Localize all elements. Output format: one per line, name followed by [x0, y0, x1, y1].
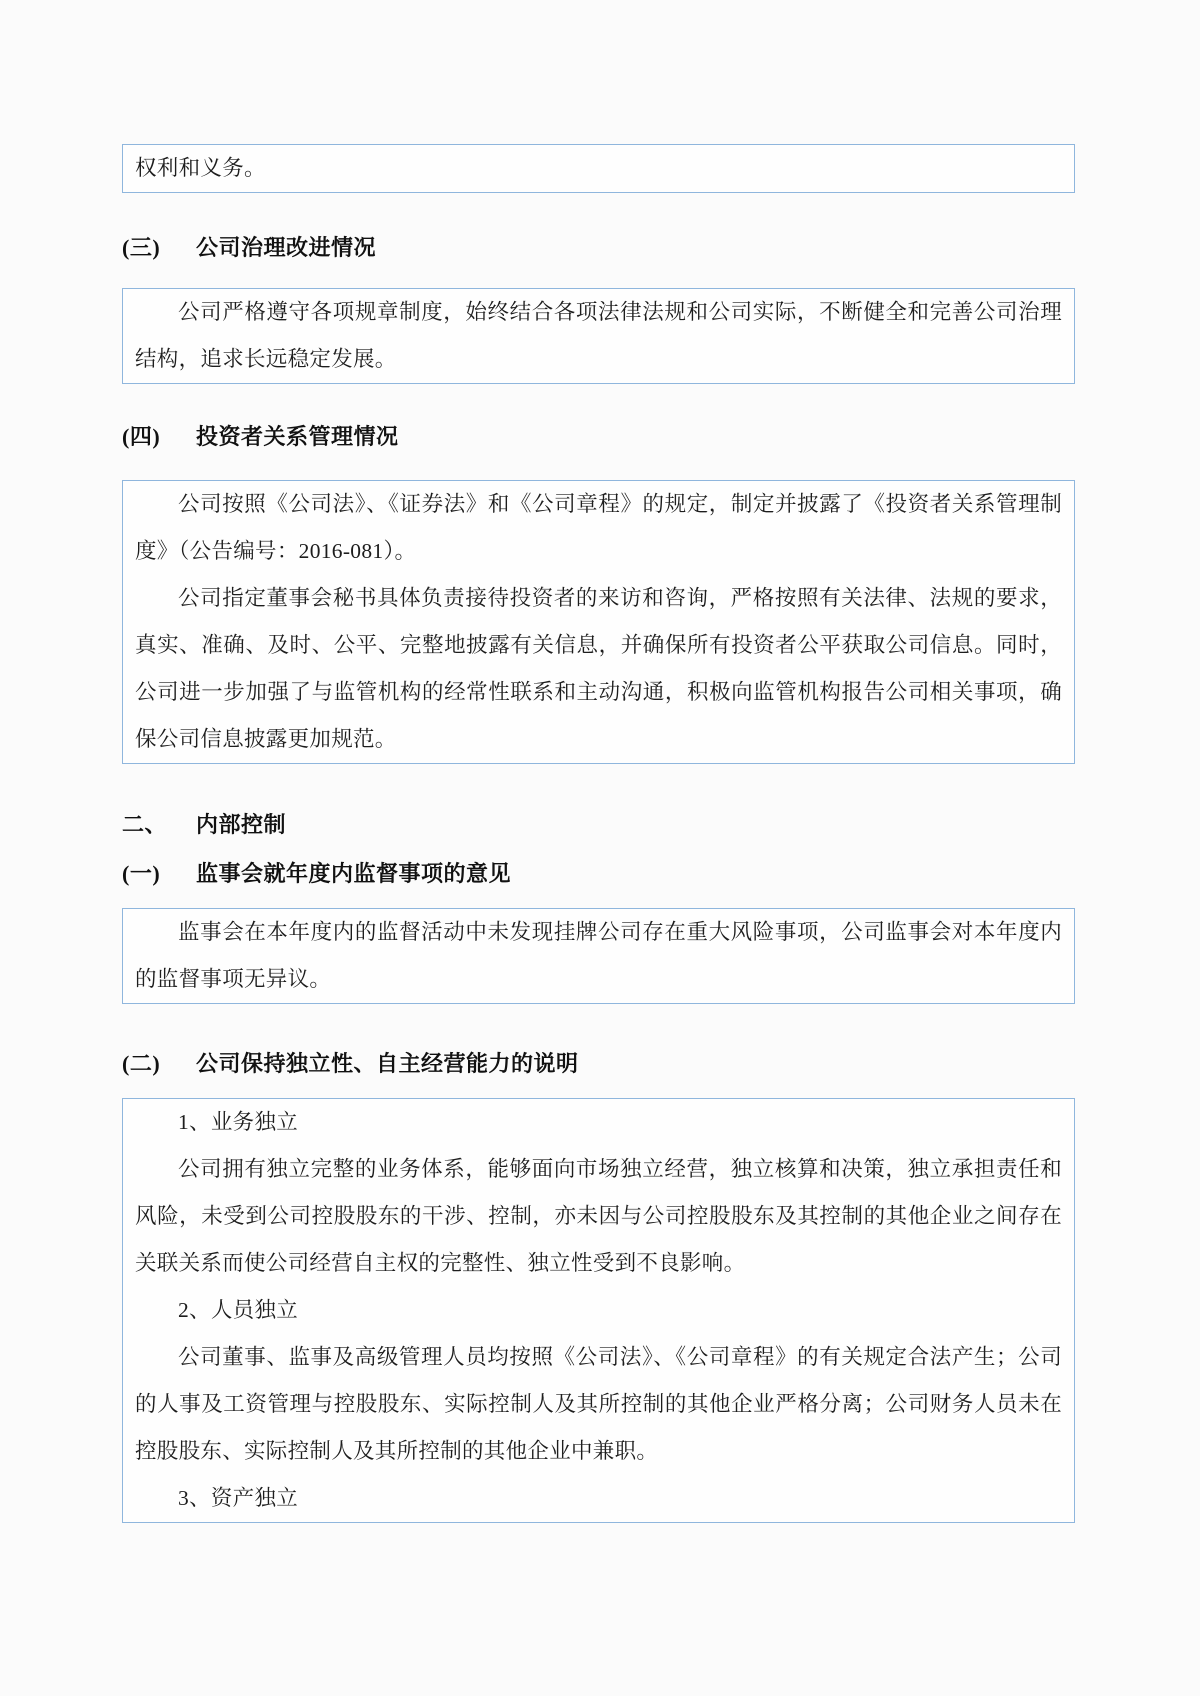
- supervisory-opinion-box: [122, 908, 1075, 1004]
- paragraph: 权利和义务。: [135, 156, 266, 180]
- paragraph: 监事会在本年度内的监督活动中未发现挂牌公司存在重大风险事项，公司监事会对本年度内的监督事项无异议。: [135, 920, 1062, 991]
- heading-number: 二、: [122, 812, 168, 837]
- heading-title: 投资者关系管理情况: [196, 424, 399, 449]
- continuation-paragraph-box: [122, 144, 1075, 193]
- heading-number: (一): [122, 861, 161, 886]
- heading-title: 公司保持独立性、自主经营能力的说明: [196, 1051, 579, 1076]
- list-item-title: 2、人员独立: [178, 1298, 299, 1322]
- paragraph: 公司拥有独立完整的业务体系，能够面向市场独立经营，独立核算和决策，独立承担责任和风险，未受到公司控股股东的干涉、控制，亦未因与公司控股股东及其控制的其他企业之间存在关联关系而使公司经营自主权的完整性、独立性受到不良影响。: [135, 1157, 1062, 1275]
- section-heading-supervisory-opinion: [122, 861, 1075, 887]
- document-content: [122, 0, 1075, 1523]
- paragraph: 公司董事、监事及高级管理人员均按照《公司法》、《公司章程》的有关规定合法产生；公司的人事及工资管理与控股股东、实际控制人及其所控制的其他企业严格分离；公司财务人员未在控股股东、实际控制人及其所控制的其他企业中兼职。: [135, 1345, 1062, 1463]
- heading-number: (四): [122, 424, 161, 449]
- list-item-title: 3、资产独立: [178, 1486, 299, 1510]
- investor-relations-box: [122, 480, 1075, 764]
- section-heading-independence: [122, 1051, 1075, 1077]
- heading-number: (三): [122, 235, 161, 260]
- independence-box: [122, 1098, 1075, 1523]
- heading-number: (二): [122, 1051, 161, 1076]
- heading-title: 监事会就年度内监督事项的意见: [196, 861, 512, 886]
- section-heading-governance-improvement: [122, 235, 1075, 261]
- section-heading-investor-relations: [122, 424, 1075, 450]
- heading-title: 公司治理改进情况: [196, 235, 377, 260]
- paragraph: 公司指定董事会秘书具体负责接待投资者的来访和咨询，严格按照有关法律、法规的要求，真实、准确、及时、公平、完整地披露有关信息，并确保所有投资者公平获取公司信息。同时，公司进一步加强了与监管机构的经常性联系和主动沟通，积极向监管机构报告公司相关事项，确保公司信息披露更加规范。: [135, 586, 1062, 751]
- paragraph: 公司严格遵守各项规章制度，始终结合各项法律法规和公司实际，不断健全和完善公司治理结构，追求长远稳定发展。: [135, 300, 1062, 371]
- chapter-heading-internal-control: [122, 812, 1075, 838]
- heading-title: 内部控制: [196, 812, 287, 837]
- paragraph: 公司按照《公司法》、《证券法》和《公司章程》的规定，制定并披露了《投资者关系管理制度》（公告编号：2016-081）。: [135, 492, 1062, 563]
- list-item-title: 1、业务独立: [178, 1110, 299, 1134]
- governance-improvement-box: [122, 288, 1075, 384]
